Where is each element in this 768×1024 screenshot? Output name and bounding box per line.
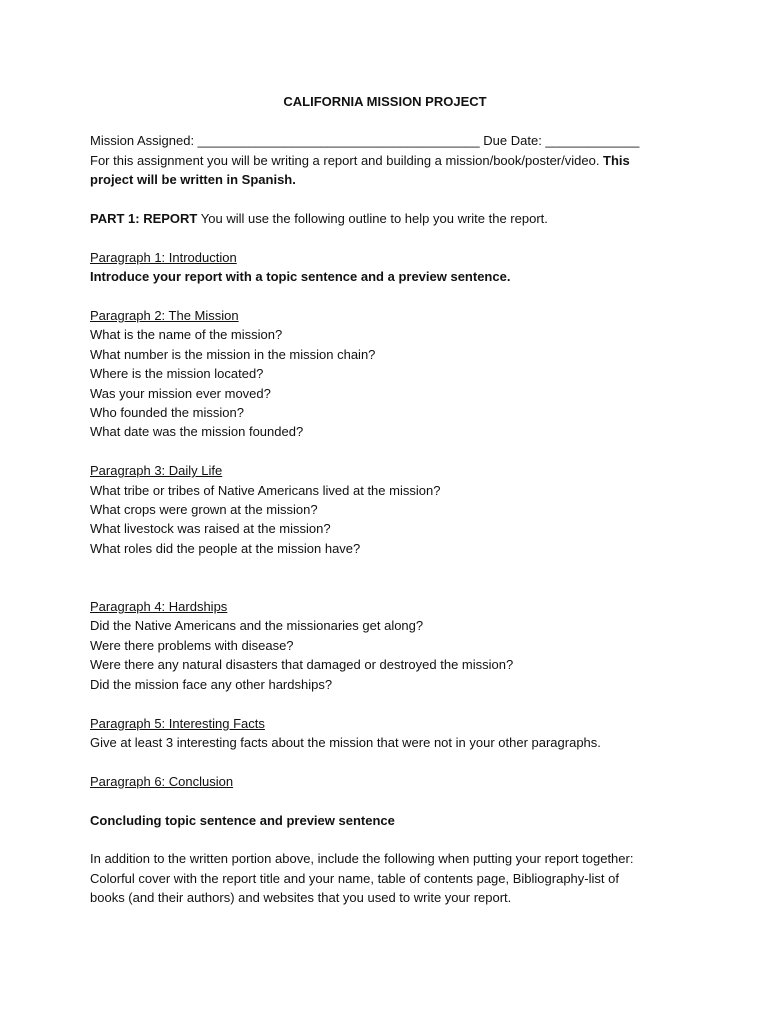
paragraph-2-line: Who founded the mission? [90,405,244,421]
paragraph-4-line: Did the Native Americans and the missionaries get along? [90,618,424,634]
due-date-blank: _____________ [545,133,640,149]
document-body [90,92,690,908]
paragraph-2-line: What is the name of the mission? [90,327,283,343]
mission-assigned-line [90,131,690,150]
paragraph-3-line: What crops were grown at the mission? [90,502,318,518]
part1-text: You will use the following outline to help you write the report. [197,211,548,227]
intro-text: For this assignment you will be writing a report and building a mission/book/poster/video. [90,152,604,168]
paragraph-1-line: Introduce your report with a topic sentence and a preview sentence. [90,269,511,285]
document-title: CALIFORNIA MISSION PROJECT [283,94,487,109]
mission-assigned-blank: _______________________________________ [197,133,480,149]
intro-line-1 [90,151,690,170]
due-date-label: Due Date: [479,133,546,149]
paragraph-2-heading: Paragraph 2: The Mission [90,308,239,324]
paragraph-4-line: Were there any natural disasters that damaged or destroyed the mission? [90,657,514,673]
paragraph-6-heading: Paragraph 6: Conclusion [90,773,234,789]
conclusion-instruction: Concluding topic sentence and preview sentence [90,812,395,828]
paragraph-1-heading: Paragraph 1: Introduction [90,249,237,265]
closing-line: In addition to the written portion above, include the following when putting your report together: [90,851,634,867]
paragraph-3-line: What roles did the people at the mission have? [90,540,361,556]
intro-bold-1: This [603,152,630,168]
paragraph-2-line: What number is the mission in the mission chain? [90,346,376,362]
closing-line: Colorful cover with the report title and your name, table of contents page, Bibliography-list of [90,870,619,886]
paragraph-3-heading: Paragraph 3: Daily Life [90,463,223,479]
paragraph-4-line: Were there problems with disease? [90,637,294,653]
mission-assigned-label: Mission Assigned: [90,133,198,149]
paragraph-2-line: Was your mission ever moved? [90,385,271,401]
paragraph-3-line: What livestock was raised at the mission? [90,521,331,537]
paragraph-4-heading: Paragraph 4: Hardships [90,599,228,615]
part1-label: PART 1: REPORT [90,211,198,227]
paragraph-2-line: Where is the mission located? [90,366,264,382]
intro-bold-2: project will be written in Spanish. [90,172,296,188]
paragraph-4-line: Did the mission face any other hardships? [90,676,333,692]
paragraph-2-line: What date was the mission founded? [90,424,304,440]
paragraph-5-line: Give at least 3 interesting facts about the mission that were not in your other paragraphs. [90,734,601,750]
part1-line [90,209,690,228]
closing-line: books (and their authors) and websites that you used to write your report. [90,890,512,906]
paragraph-5-heading: Paragraph 5: Interesting Facts [90,715,265,731]
paragraph-3-line: What tribe or tribes of Native Americans lived at the mission? [90,482,441,498]
